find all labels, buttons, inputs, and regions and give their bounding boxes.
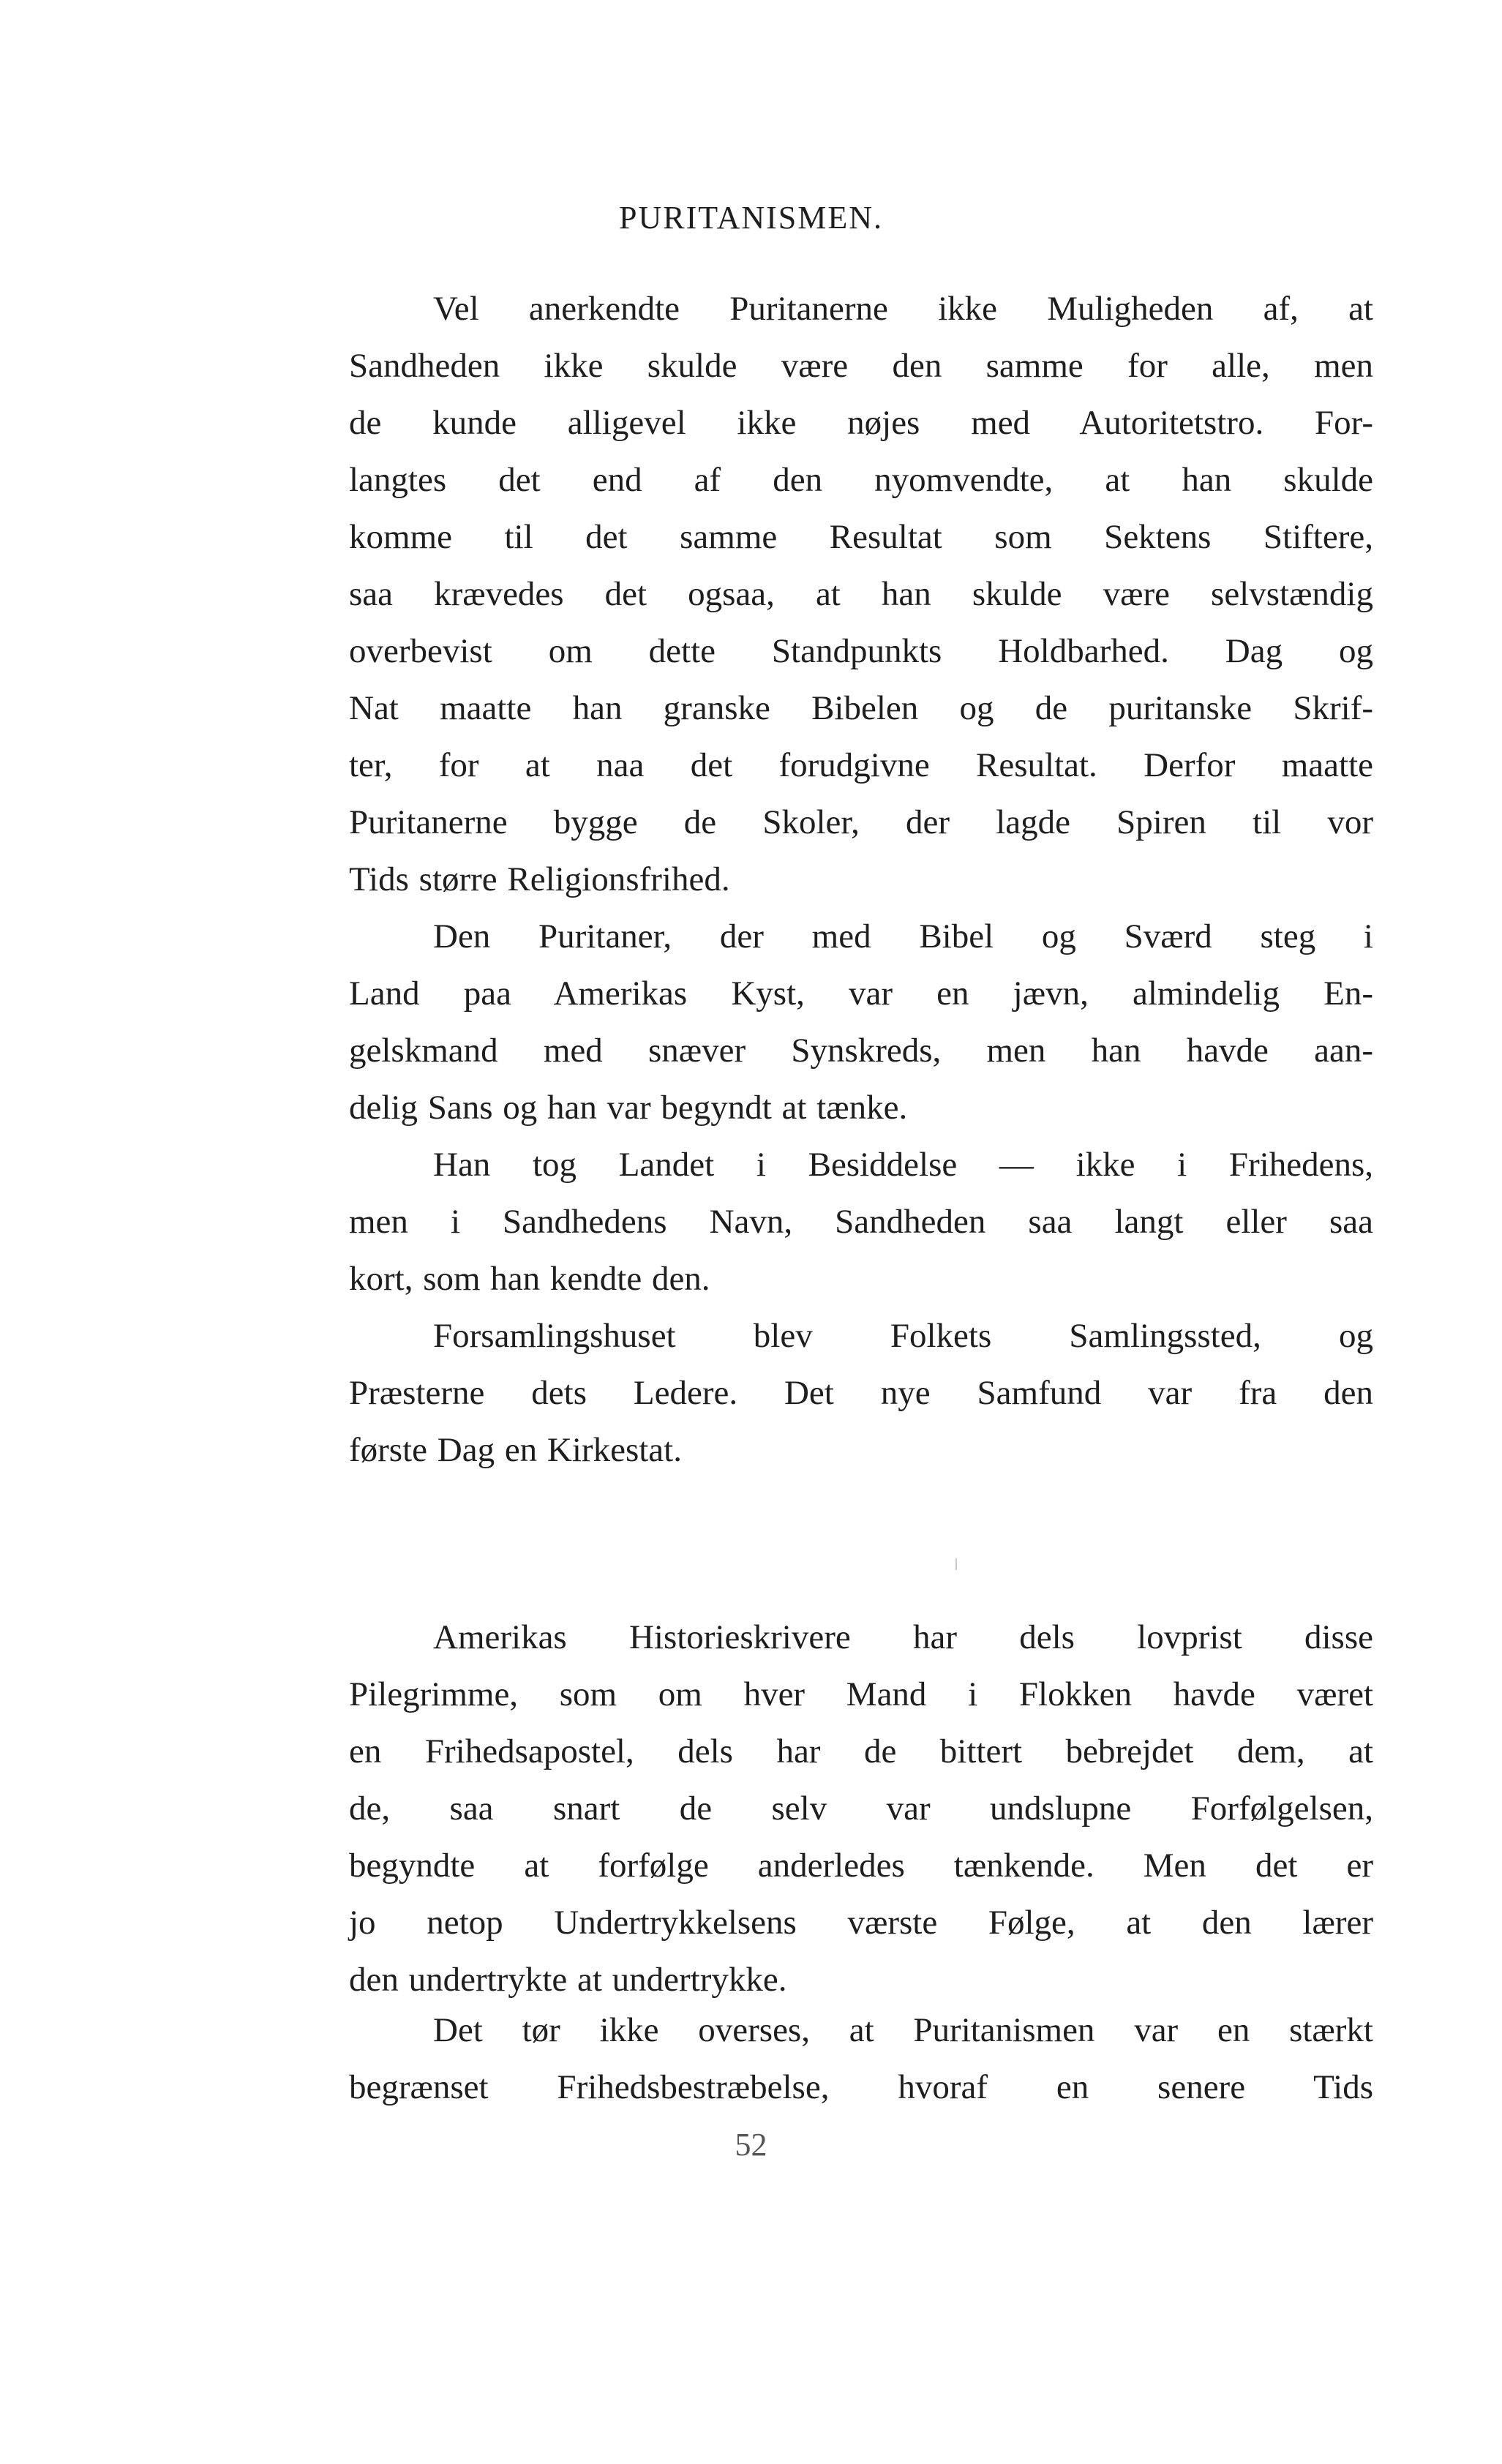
paragraph-1-line-10: Puritanerne bygge de Skoler, der lagde Spiren til vor (349, 803, 1373, 841)
paragraph-3-line-2: men i Sandhedens Navn, Sandheden saa langt eller saa (349, 1203, 1373, 1241)
paragraph-2-line-4: delig Sans og han var begyndt at tænke. (349, 1089, 908, 1127)
paragraph-1-line-1: Vel anerkendte Puritanerne ikke Muligheden af, at (433, 290, 1373, 328)
paragraph-1-line-7: overbevist om dette Standpunkts Holdbarhed. Dag og (349, 632, 1373, 670)
page-number: 52 (735, 2127, 767, 2163)
paragraph-1-line-6: saa krævedes det ogsaa, at han skulde være selvstændig (349, 575, 1373, 613)
paragraph-5-line-5: begyndte at forfølge anderledes tænkende. Men det er (349, 1847, 1373, 1885)
paragraph-2-line-2: Land paa Amerikas Kyst, var en jævn, almindelig En- (349, 974, 1373, 1013)
paragraph-5-line-1: Amerikas Historieskrivere har dels lovprist disse (433, 1618, 1373, 1656)
paragraph-4-line-1: Forsamlingshuset blev Folkets Samlingssted, og (433, 1317, 1373, 1355)
running-head-title: PURITANISMEN. (618, 200, 884, 236)
paragraph-5-line-6: jo netop Undertrykkelsens værste Følge, at den lærer (349, 1904, 1373, 1942)
paragraph-1-line-3: de kunde alligevel ikke nøjes med Autoritetstro. For- (349, 404, 1373, 442)
paragraph-1-line-5: komme til det samme Resultat som Sektens Stiftere, (349, 518, 1373, 556)
paragraph-3-line-3: kort, som han kendte den. (349, 1260, 710, 1298)
paragraph-1-line-8: Nat maatte han granske Bibelen og de puritanske Skrif- (349, 689, 1373, 727)
paragraph-3-line-1: Han tog Landet i Besiddelse — ikke i Frihedens, (433, 1146, 1373, 1184)
paragraph-1-line-9: ter, for at naa det forudgivne Resultat. Derfor maatte (349, 746, 1373, 784)
paragraph-5-line-2: Pilegrimme, som om hver Mand i Flokken havde været (349, 1675, 1373, 1713)
paragraph-5-line-7: den undertrykte at undertrykke. (349, 1961, 787, 1999)
paragraph-1-line-4: langtes det end af den nyomvendte, at han skulde (349, 461, 1373, 499)
paragraph-1-line-11: Tids større Religionsfrihed. (349, 860, 730, 898)
paragraph-4-line-3: første Dag en Kirkestat. (349, 1431, 682, 1469)
paragraph-5-line-4: de, saa snart de selv var undslupne Forfølgelsen, (349, 1789, 1373, 1828)
paragraph-2-line-3: gelskmand med snæver Synskreds, men han havde aan- (349, 1032, 1373, 1070)
paragraph-1-line-2: Sandheden ikke skulde være den samme for alle, men (349, 347, 1373, 385)
paragraph-2-line-1: Den Puritaner, der med Bibel og Sværd steg i (433, 917, 1373, 955)
paragraph-6-line-2: begrænset Frihedsbestræbelse, hvoraf en senere Tids (349, 2068, 1373, 2106)
paragraph-5-line-3: en Frihedsapostel, dels har de bittert bebrejdet dem, at (349, 1732, 1373, 1770)
paragraph-6-line-1: Det tør ikke overses, at Puritanismen var en stærkt (433, 2011, 1373, 2049)
paragraph-4-line-2: Præsterne dets Ledere. Det nye Samfund var fra den (349, 1374, 1373, 1412)
section-break-mark (955, 1558, 957, 1570)
